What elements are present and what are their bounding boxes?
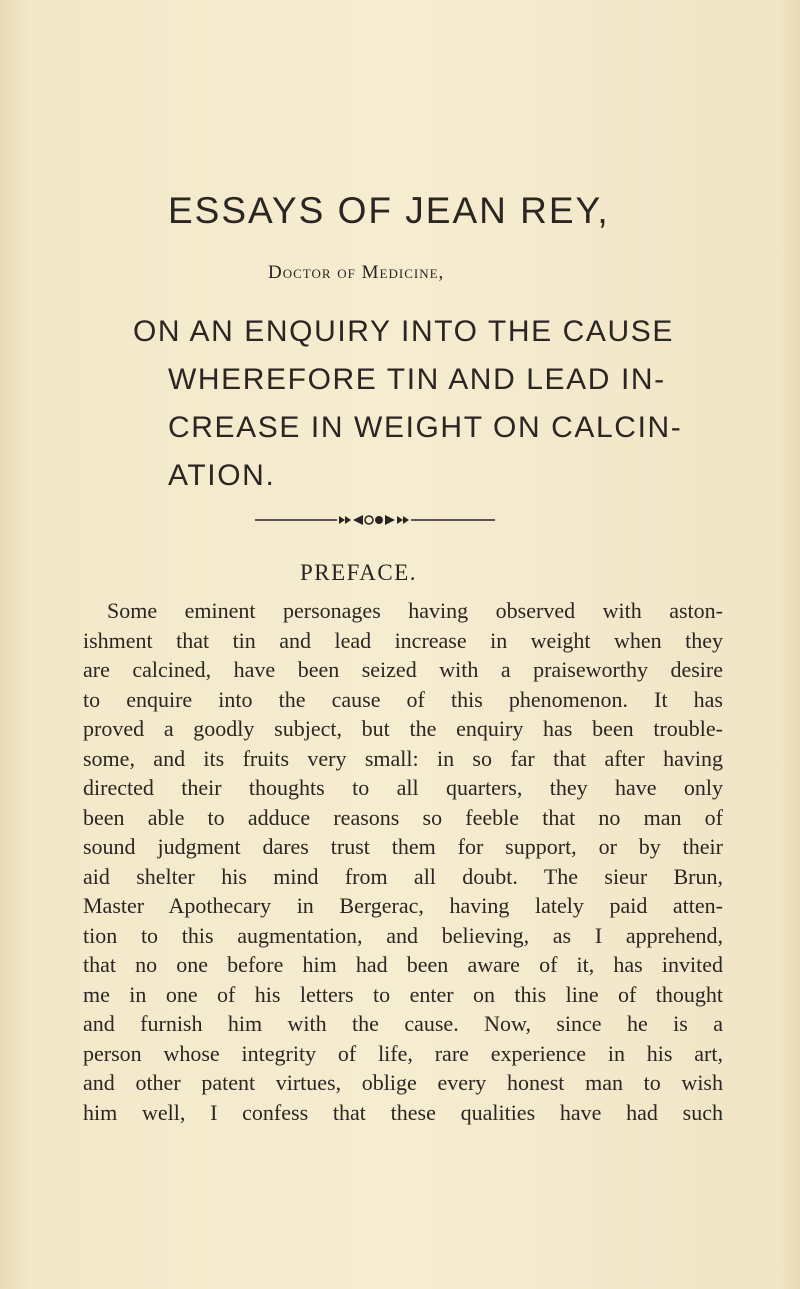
text-line: Master Apothecary in Bergerac, having lately paid atten- <box>83 893 723 918</box>
text-line: Some eminent personages having observed with aston- <box>107 598 723 623</box>
heading-line: ATION. <box>168 459 276 492</box>
text-line: that no one before him had been aware of it, has invited <box>83 952 723 977</box>
text-line: tion to this augmentation, and believing, as I apprehend, <box>83 922 723 948</box>
preface-body <box>83 596 723 1127</box>
book-title: ESSAYS OF JEAN REY, <box>168 190 610 231</box>
text-line: sound judgment dares trust them for support, or by their <box>83 834 723 859</box>
heading-line: CREASE IN WEIGHT ON CALCIN- <box>168 411 683 444</box>
text-line: proved a goodly subject, but the enquiry has been trouble- <box>83 716 723 741</box>
preface-heading: PREFACE. <box>300 560 418 585</box>
ornament-divider <box>255 512 555 528</box>
text-line: ishment that tin and lead increase in weight when they <box>83 627 723 653</box>
text-line: me in one of his letters to enter on this line of thought <box>83 981 723 1007</box>
text-line: him well, I confess that these qualities have had such <box>83 1099 723 1125</box>
text-line: to enquire into the cause of this phenomenon. It has <box>83 686 723 712</box>
text-line: directed their thoughts to all quarters, they have only <box>83 775 723 800</box>
enquiry-heading <box>133 308 733 500</box>
heading-line: WHEREFORE TIN AND LEAD IN- <box>168 363 666 396</box>
text-line: and other patent virtues, oblige every honest man to wish <box>83 1070 723 1095</box>
text-line: some, and its fruits very small: in so far that after having <box>83 745 723 771</box>
text-line: person whose integrity of life, rare experience in his art, <box>83 1040 723 1066</box>
heading-line: ON AN ENQUIRY INTO THE CAUSE <box>133 315 675 348</box>
author-subtitle: Doctor of Medicine, <box>268 262 445 283</box>
text-line: and furnish him with the cause. Now, since he is a <box>83 1011 723 1036</box>
text-line: aid shelter his mind from all doubt. The sieur Brun, <box>83 863 723 889</box>
text-line: are calcined, have been seized with a praiseworthy desire <box>83 657 723 682</box>
text-line: been able to adduce reasons so feeble that no man of <box>83 804 723 830</box>
